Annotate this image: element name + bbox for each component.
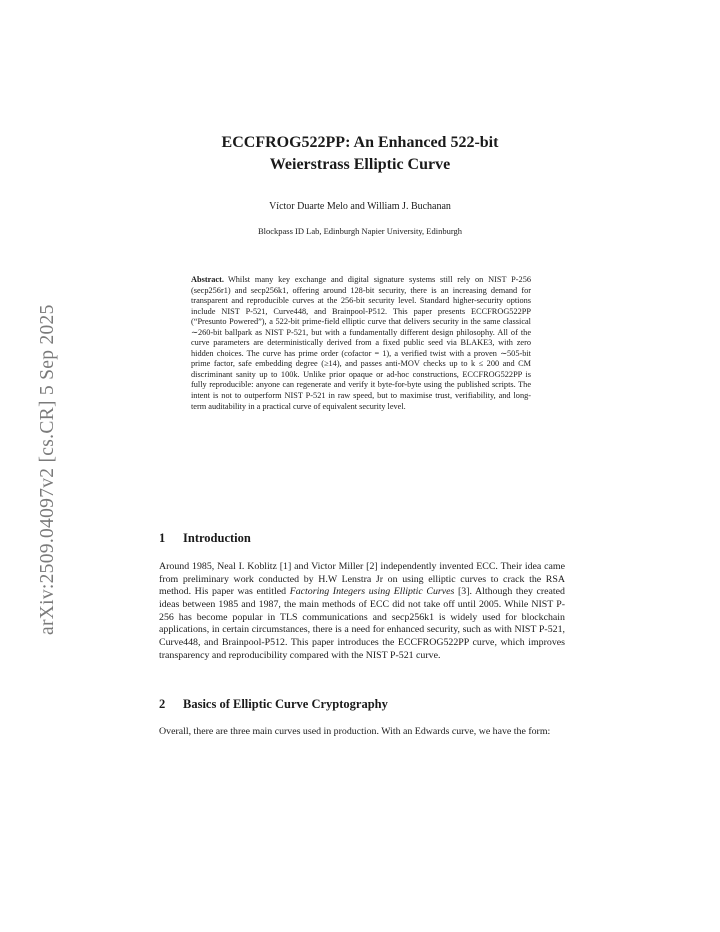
section-number: 2	[159, 697, 166, 711]
affiliation: Blockpass ID Lab, Edinburgh Napier University, Edinburgh	[257, 226, 463, 236]
section-heading-ecc-basics	[159, 696, 388, 712]
cited-paper-title: Factoring Integers using Elliptic Curves	[289, 586, 455, 598]
introduction-paragraph	[159, 561, 565, 662]
ecc-basics-paragraph: Overall, there are three main curves used in production. With an Edwards curve, we have the form:	[159, 726, 551, 737]
arxiv-identifier: arXiv:2509.04097v2 [cs.CR] 5 Sep 2025	[37, 304, 58, 635]
abstract	[191, 275, 531, 412]
section-number: 1	[159, 531, 166, 545]
paragraph-text: [3]. Although they created ideas between 1985 and 1987, the main methods of ECC did not take off until 2005. While NIST P-256 has become popular in TLS communications and secp256k1 is widely used for blockchain applications, in certain circumstances, there is a need for enhanced security, such as with NIST P-521, Curve448, and Brainpool-P512. This paper introduces the ECCFROG522PP curve, which improves transparency and reproducibility compared with the NIST P-521 curve.	[159, 586, 565, 661]
section-heading-introduction	[159, 530, 251, 546]
section-title: Basics of Elliptic Curve Cryptography	[183, 697, 388, 711]
paper-title-line-2: Weierstrass Elliptic Curve	[269, 156, 451, 173]
author-list: Víctor Duarte Melo and William J. Buchanan	[269, 201, 451, 212]
abstract-label: Abstract.	[191, 275, 224, 284]
paragraph-text: Around 1985, Neal I. Koblitz [1] and Victor Miller [2] independently invented ECC. Their idea came from preliminary work conducted by H.W Lenstra Jr on using elliptic curves to crack the RSA method. His paper was entitled	[159, 561, 565, 598]
paper-title	[160, 132, 560, 176]
paper-title-line-1: ECCFROG522PP: An Enhanced 522-bit	[221, 134, 499, 151]
section-title: Introduction	[183, 531, 251, 545]
abstract-text: Whilst many key exchange and digital signature systems still rely on NIST P-256 (secp256r1) and secp256k1, offering around 128-bit security, there is an increasing demand for transparent and reproducible curves at the 256-bit security level. Standard higher-security options include NIST P-521, Curve448, and Brainpool-P512. This paper presents ECCFROG522PP (“Presunto Powered”), a 522-bit prime-field elliptic curve that delivers security in the same classical ∼260-bit ballpark as NIST P-521, but with a fundamentally different design philosophy. All of the curve parameters are deterministically derived from a fixed public seed via BLAKE3, with zero hidden choices. The curve has prime order (cofactor = 1), a verified twist with a proven ∼505-bit prime factor, safe embedding degree (≥14), and passes anti-MOV checks up to k ≤ 200 and CM discriminant sanity up to 100k. Unlike prior opaque or ad-hoc constructions, ECCFROG522PP is fully reproducible: anyone can regenerate and verify it byte-for-byte using the published scripts. The intent is not to outperform NIST P-521 in raw speed, but to maximise trust, verifiability, and long-term auditability in a practical curve of equivalent security level.	[191, 275, 531, 411]
